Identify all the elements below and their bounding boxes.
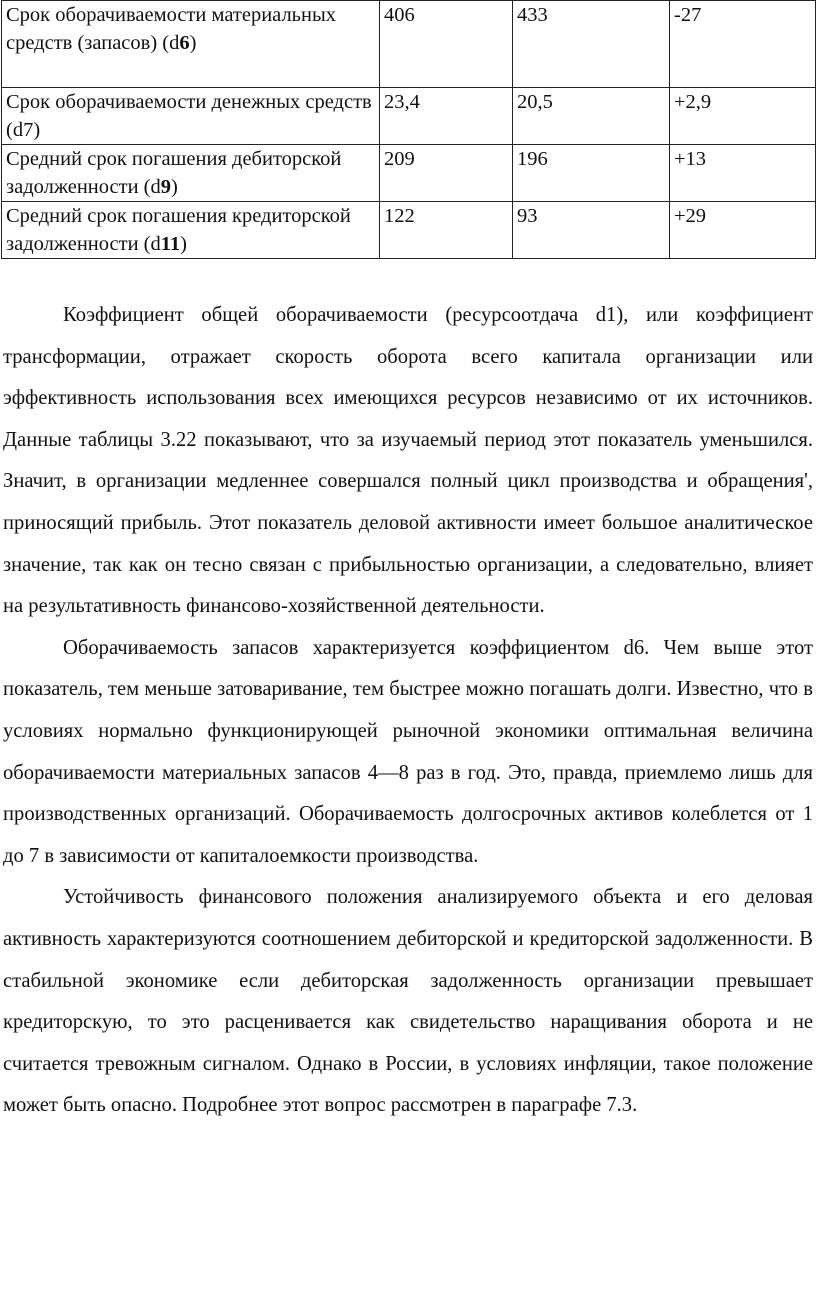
row-label (2, 145, 380, 202)
table-cell: 23,4 (380, 88, 513, 145)
table-row (2, 88, 816, 145)
table-cell: 122 (380, 202, 513, 259)
table-row (2, 145, 816, 202)
table-cell: 209 (380, 145, 513, 202)
paragraph: Коэффициент общей оборачиваемости (ресурсоотдача d1), или коэффициент трансформации, отражает скорость оборота всего капитала организации или эффективность использования всех имеющихся ресурсов независимо от их источников. Данные таблицы 3.22 показывают, что за изучаемый период этот показатель уменьшился. Значит, в организации медленнее совершался полный цикл производства и обращения', приносящий прибыль. Этот показатель деловой активности имеет большое аналитическое значение, так как он тесно связан с прибыльностью организации, а следовательно, влияет на результативность финансово-хозяйственной деятельности. (3, 304, 813, 618)
table-cell: 93 (513, 202, 670, 259)
table-row (2, 1, 816, 88)
table-cell: 433 (513, 1, 670, 88)
table-cell: -27 (670, 1, 816, 88)
label-index: 11 (160, 233, 181, 255)
table-cell: +29 (670, 202, 816, 259)
label-text: Средний срок погашения дебиторской задолженности (d (6, 148, 342, 198)
table-cell: +13 (670, 145, 816, 202)
table-cell: 196 (513, 145, 670, 202)
body-text (3, 295, 813, 1127)
row-label (2, 88, 380, 145)
indicators-table (1, 0, 816, 259)
paragraph: Устойчивость финансового положения анализируемого объекта и его деловая активность характеризуются соотношением дебиторской и кредиторской задолженности. В стабильной экономике если дебиторская задолженность организации превышает кредиторскую, то это расценивается как свидетельство наращивания оборота и не считается тревожным сигналом. Однако в России, в условиях инфляции, такое положение может быть опасно. Подробнее этот вопрос рассмотрен в параграфе 7.3. (3, 886, 813, 1117)
label-text: Срок оборачиваемости денежных средств (d7) (6, 91, 372, 141)
table-row (2, 202, 816, 259)
label-text: Средний срок погашения кредиторской задолженности (d (6, 205, 351, 255)
table-cell: 406 (380, 1, 513, 88)
row-label (2, 1, 380, 88)
label-suffix: ) (180, 233, 187, 255)
label-suffix: ) (189, 32, 197, 54)
label-text: Срок оборачиваемости материальных средств (запасов) (d (6, 4, 337, 54)
label-index: 6 (179, 32, 190, 54)
label-suffix: ) (171, 176, 178, 198)
row-label (2, 202, 380, 259)
label-index: 9 (160, 176, 172, 198)
table-cell: 20,5 (513, 88, 670, 145)
table-cell: +2,9 (670, 88, 816, 145)
paragraph: Оборачиваемость запасов характеризуется коэффициентом d6. Чем выше этот показатель, тем меньше затоваривание, тем быстрее можно погашать долги. Известно, что в условиях нормально функционирующей рыночной экономики оптимальная величина оборачиваемости материальных запасов 4—8 раз в год. Это, правда, приемлемо лишь для производственных организаций. Оборачиваемость долгосрочных активов колеблется от 1 до 7 в зависимости от капиталоемкости производства. (3, 636, 813, 867)
